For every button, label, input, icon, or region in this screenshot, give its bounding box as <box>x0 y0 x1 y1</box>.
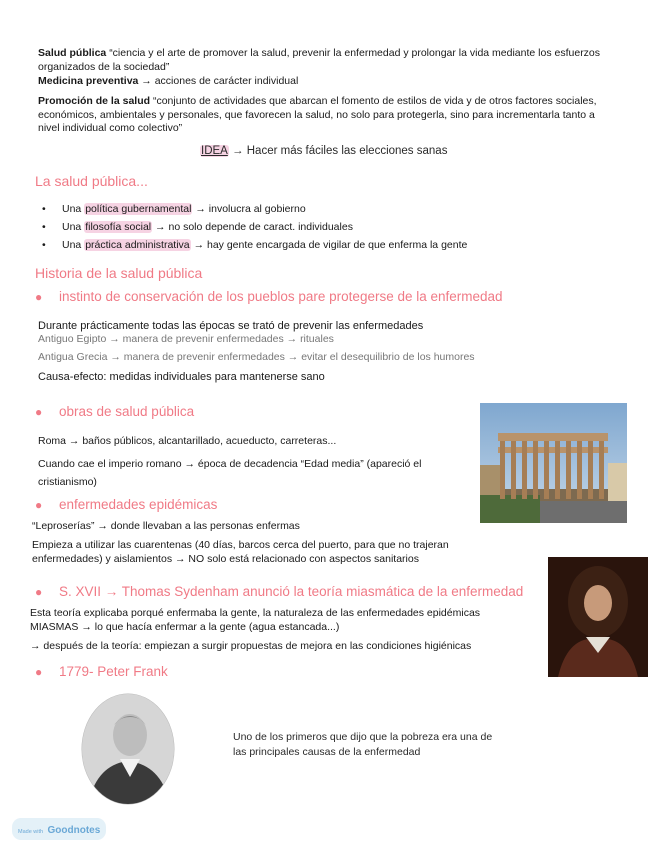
watermark-made-with: Made with <box>18 829 44 835</box>
list-item: • Una política gubernamental → involucra al gobierno <box>42 203 306 215</box>
frank-portrait <box>80 693 176 805</box>
salud-publica-definition <box>38 47 608 74</box>
historia-line-8: Empieza a utilizar las cuarentenas (40 días, barcos cerca del puerto, para que no trajeran enfermedades) y aislamientos → NO solo está relacionado con aspectos sanitarios <box>32 539 449 565</box>
idea-line <box>200 144 447 159</box>
highlight-politica: política gubernamental <box>85 203 192 215</box>
historia-line-11: → después de la teoría: empiezan a surgir propuestas de mejora en las condiciones higiénicas <box>30 640 472 652</box>
list-item: • Una práctica administrativa → hay gente encargada de vigilar de que enferma la gente <box>42 239 468 251</box>
salud-publica-text: “ciencia y el arte de promover la salud, prevenir la enfermedad y prolongar la vida mediante los esfuerzos organizados de la sociedad” <box>38 47 601 73</box>
watermark-brand: Goodnotes <box>47 825 101 836</box>
promocion-salud-text: “conjunto de actividades que abarcan el fomento de estilos de vida y de otros factores sociales, económicos, ambientales y personales, que favorecen la salud, no solo para protegerla, sino para incrementarla tanto a nivel individual como colectivo” <box>38 95 597 134</box>
historia-line-7: “Leproserías” → donde llevaban a las personas enfermas <box>32 520 300 532</box>
historia-line-6: Cuando cae el imperio romano → época de decadencia “Edad media” (apareció el cristianismo) <box>38 458 422 488</box>
bullet-dot: ● <box>35 290 43 304</box>
historia-line-1: Durante prácticamente todas las épocas se trató de prevenir las enfermedades <box>38 320 424 332</box>
historia-heading: Historia de la salud pública <box>35 265 203 281</box>
historia-bullet-4: ● S. XVII → Thomas Sydenham anunció la teoría miasmática de la enfermedad <box>35 584 524 599</box>
historia-bullet-3: ● enfermedades epidémicas <box>35 497 218 512</box>
medicina-preventiva-text: → acciones de carácter individual <box>141 75 299 87</box>
aqueduct-photo <box>480 403 627 523</box>
idea-label: IDEA <box>201 145 228 157</box>
highlight-practica: práctica administrativa <box>85 239 190 251</box>
sydenham-portrait <box>548 557 648 677</box>
bullet-dot: ● <box>35 498 43 512</box>
list-item: • Una filosofía social → no solo depende de caract. individuales <box>42 221 353 233</box>
bullet-dot: ● <box>35 405 43 419</box>
historia-line-2: Antiguo Egipto → manera de prevenir enfermedades → rituales <box>38 333 334 345</box>
historia-bullet-5: ● 1779- Peter Frank <box>35 664 168 679</box>
highlight-filosofia: filosofía social <box>85 221 152 233</box>
historia-line-10: MIASMAS → lo que hacía enfermar a la gente (agua estancada...) <box>30 621 340 633</box>
idea-text: → Hacer más fáciles las elecciones sanas <box>232 145 448 157</box>
historia-bullet-2: ● obras de salud pública <box>35 404 195 419</box>
historia-bullet-1: ● instinto de conservación de los pueblos pare protegerse de la enfermedad <box>35 289 503 304</box>
medicina-preventiva-term: Medicina preventiva <box>38 75 139 87</box>
historia-line-3: Antigua Grecia → manera de prevenir enfermedades → evitar el desequilibrio de los humores <box>38 351 475 363</box>
historia-line-9: Esta teoría explicaba porqué enfermaba la gente, la naturaleza de las enfermedades epidémicas <box>30 607 481 619</box>
medicina-preventiva-definition <box>38 75 608 89</box>
salud-publica-term: Salud pública <box>38 47 107 59</box>
promocion-salud-term: Promoción de la salud <box>38 95 151 107</box>
promocion-salud-definition <box>38 95 608 136</box>
frank-note: Uno de los primeros que dijo que la pobreza era una de las principales causas de la enfermedad <box>233 731 493 758</box>
goodnotes-watermark <box>12 818 106 840</box>
historia-line-5: Roma → baños públicos, alcantarillado, acueducto, carreteras... <box>38 435 337 447</box>
bullet-dot: ● <box>35 585 43 599</box>
bullet-dot: ● <box>35 665 43 679</box>
salud-publica-list <box>42 203 602 252</box>
historia-line-4: Causa-efecto: medidas individuales para mantenerse sano <box>38 371 325 383</box>
salud-publica-heading: La salud pública... <box>35 173 148 189</box>
